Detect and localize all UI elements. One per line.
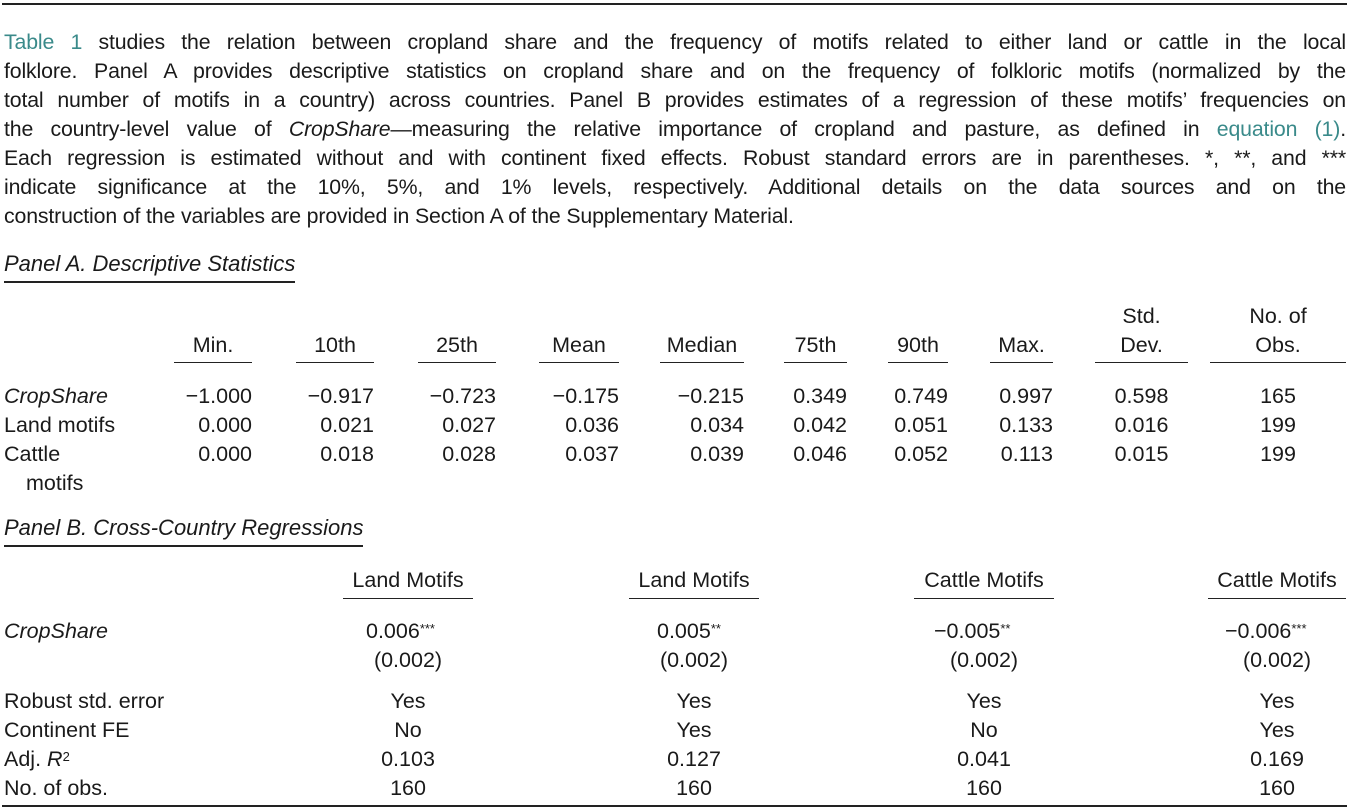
cell: 0.036	[565, 413, 619, 437]
header-25th: 25th	[436, 333, 478, 357]
cell: 0.133	[999, 413, 1053, 437]
caption-line-3: total number of motifs in a country) across countries. Panel B provides estimates of a regression of these motifs’ frequencies on	[4, 88, 1346, 112]
coef-cell: 0.005**	[657, 619, 721, 643]
header-median: Median	[666, 333, 738, 357]
header-min: Min.	[192, 333, 234, 357]
cell: Yes	[676, 689, 712, 713]
row-label-robust-se: Robust std. error	[4, 689, 165, 713]
header-underline	[343, 598, 473, 599]
cell: 160	[676, 776, 712, 800]
cell: 0.000	[198, 442, 252, 466]
table-1-link[interactable]: Table 1	[4, 30, 83, 54]
row-label-cattle: Cattle	[4, 442, 61, 466]
header-underline	[1210, 362, 1346, 363]
coef-cell: 0.006***	[366, 619, 435, 643]
cell: 0.052	[894, 442, 948, 466]
cell: Yes	[390, 689, 426, 713]
cell: 0.039	[690, 442, 744, 466]
cell: 0.046	[793, 442, 847, 466]
equation-1-link[interactable]: equation (1)	[1216, 117, 1341, 141]
top-rule	[2, 3, 1347, 5]
cell: 160	[390, 776, 426, 800]
column-header-land-motifs-2: Land Motifs	[638, 568, 750, 592]
header-underline	[174, 362, 252, 363]
cell: 0.021	[320, 413, 374, 437]
header-std: Std.	[1122, 304, 1161, 328]
caption-line-1: Table 1 studies the relation between cropland share and the frequency of motifs related to either land or cattle in the local	[4, 30, 1347, 54]
cell: 0.037	[565, 442, 619, 466]
cell: 160	[966, 776, 1002, 800]
row-label-continent-fe: Continent FE	[4, 718, 130, 742]
cell: 0.034	[690, 413, 744, 437]
cell: 0.042	[793, 413, 847, 437]
cell: 0.997	[999, 384, 1053, 408]
caption-line-2: folklore. Panel A provides descriptive statistics on cropland share and on the frequency of folkloric motifs (normalized by the	[4, 59, 1346, 83]
cell: 0.028	[442, 442, 496, 466]
cell: No	[394, 718, 422, 742]
cell: 0.598	[1114, 384, 1169, 408]
header-mean: Mean	[552, 333, 606, 357]
row-label-cropshare-coef: CropShare	[4, 619, 108, 643]
header-underline	[296, 362, 374, 363]
coef-cell: −0.005**	[934, 619, 1011, 643]
column-header-cattle-motifs-2: Cattle Motifs	[1217, 568, 1337, 592]
header-obs: Obs.	[1255, 333, 1301, 357]
cell: 0.000	[198, 413, 252, 437]
cell: −0.917	[307, 384, 374, 408]
cell: 0.169	[1250, 747, 1304, 771]
header-underline	[888, 362, 948, 363]
table-caption	[4, 28, 1346, 231]
cell: 199	[1260, 413, 1296, 437]
cell: 0.127	[667, 747, 721, 771]
cell: Yes	[1259, 689, 1295, 713]
cell: −1.000	[185, 384, 252, 408]
cell: 0.051	[894, 413, 948, 437]
header-underline	[1208, 598, 1346, 599]
row-label-land-motifs: Land motifs	[4, 413, 116, 437]
cell: −0.175	[552, 384, 619, 408]
panel-a-title: Panel A. Descriptive Statistics	[4, 250, 295, 283]
cell: −0.215	[677, 384, 744, 408]
header-underline	[1095, 362, 1188, 363]
cell: 0.749	[894, 384, 948, 408]
cell: 0.349	[793, 384, 847, 408]
cell: 0.103	[381, 747, 435, 771]
caption-line-7: construction of the variables are provided in Section A of the Supplementary Material.	[4, 204, 794, 228]
cell: Yes	[676, 718, 712, 742]
se-cell: (0.002)	[373, 648, 443, 672]
header-dev: Dev.	[1120, 333, 1163, 357]
header-underline	[660, 362, 744, 363]
header-underline	[990, 362, 1053, 363]
header-underline	[914, 598, 1054, 599]
column-header-cattle-motifs-1: Cattle Motifs	[924, 568, 1044, 592]
cell: 0.018	[320, 442, 374, 466]
header-underline	[784, 362, 847, 363]
caption-line-4: the country-level value of CropShare—measuring the relative importance of cropland and pasture, as defined in equation (1).	[4, 117, 1346, 141]
coef-cell: −0.006***	[1225, 619, 1307, 643]
cell: −0.723	[429, 384, 496, 408]
cell: 0.041	[957, 747, 1011, 771]
cell: 0.027	[442, 413, 496, 437]
cell: 199	[1260, 442, 1296, 466]
cell: No	[970, 718, 998, 742]
header-75th: 75th	[794, 333, 837, 357]
cell: 165	[1260, 384, 1296, 408]
header-underline	[418, 362, 496, 363]
header-10th: 10th	[314, 333, 356, 357]
cell: Yes	[1259, 718, 1295, 742]
cell: Yes	[966, 689, 1002, 713]
row-label-motifs: motifs	[26, 471, 84, 495]
header-max: Max.	[998, 333, 1045, 357]
header-90th: 90th	[897, 333, 939, 357]
panel-b-title: Panel B. Cross-Country Regressions	[4, 514, 363, 547]
row-label-cropshare: CropShare	[4, 384, 108, 408]
row-label-adj-r2: Adj. $R^2$	[4, 747, 70, 771]
bottom-rule	[2, 805, 1347, 807]
cell: 0.016	[1114, 413, 1169, 437]
header-underline	[539, 362, 619, 363]
row-label-no-of-obs: No. of obs.	[4, 776, 108, 800]
column-header-land-motifs-1: Land Motifs	[352, 568, 464, 592]
se-cell: (0.002)	[1242, 648, 1312, 672]
cell: 0.113	[1000, 442, 1053, 466]
header-no-of: No. of	[1249, 304, 1307, 328]
caption-line-6: indicate significance at the 10%, 5%, and 1% levels, respectively. Additional details on the data sources and on the	[4, 175, 1346, 199]
caption-line-5: Each regression is estimated without and with continent fixed effects. Robust standard errors are in parentheses. *, **, and ***	[4, 146, 1346, 170]
se-cell: (0.002)	[659, 648, 729, 672]
se-cell: (0.002)	[949, 648, 1019, 672]
header-underline	[629, 598, 759, 599]
cell: 160	[1259, 776, 1295, 800]
cell: 0.015	[1114, 442, 1169, 466]
